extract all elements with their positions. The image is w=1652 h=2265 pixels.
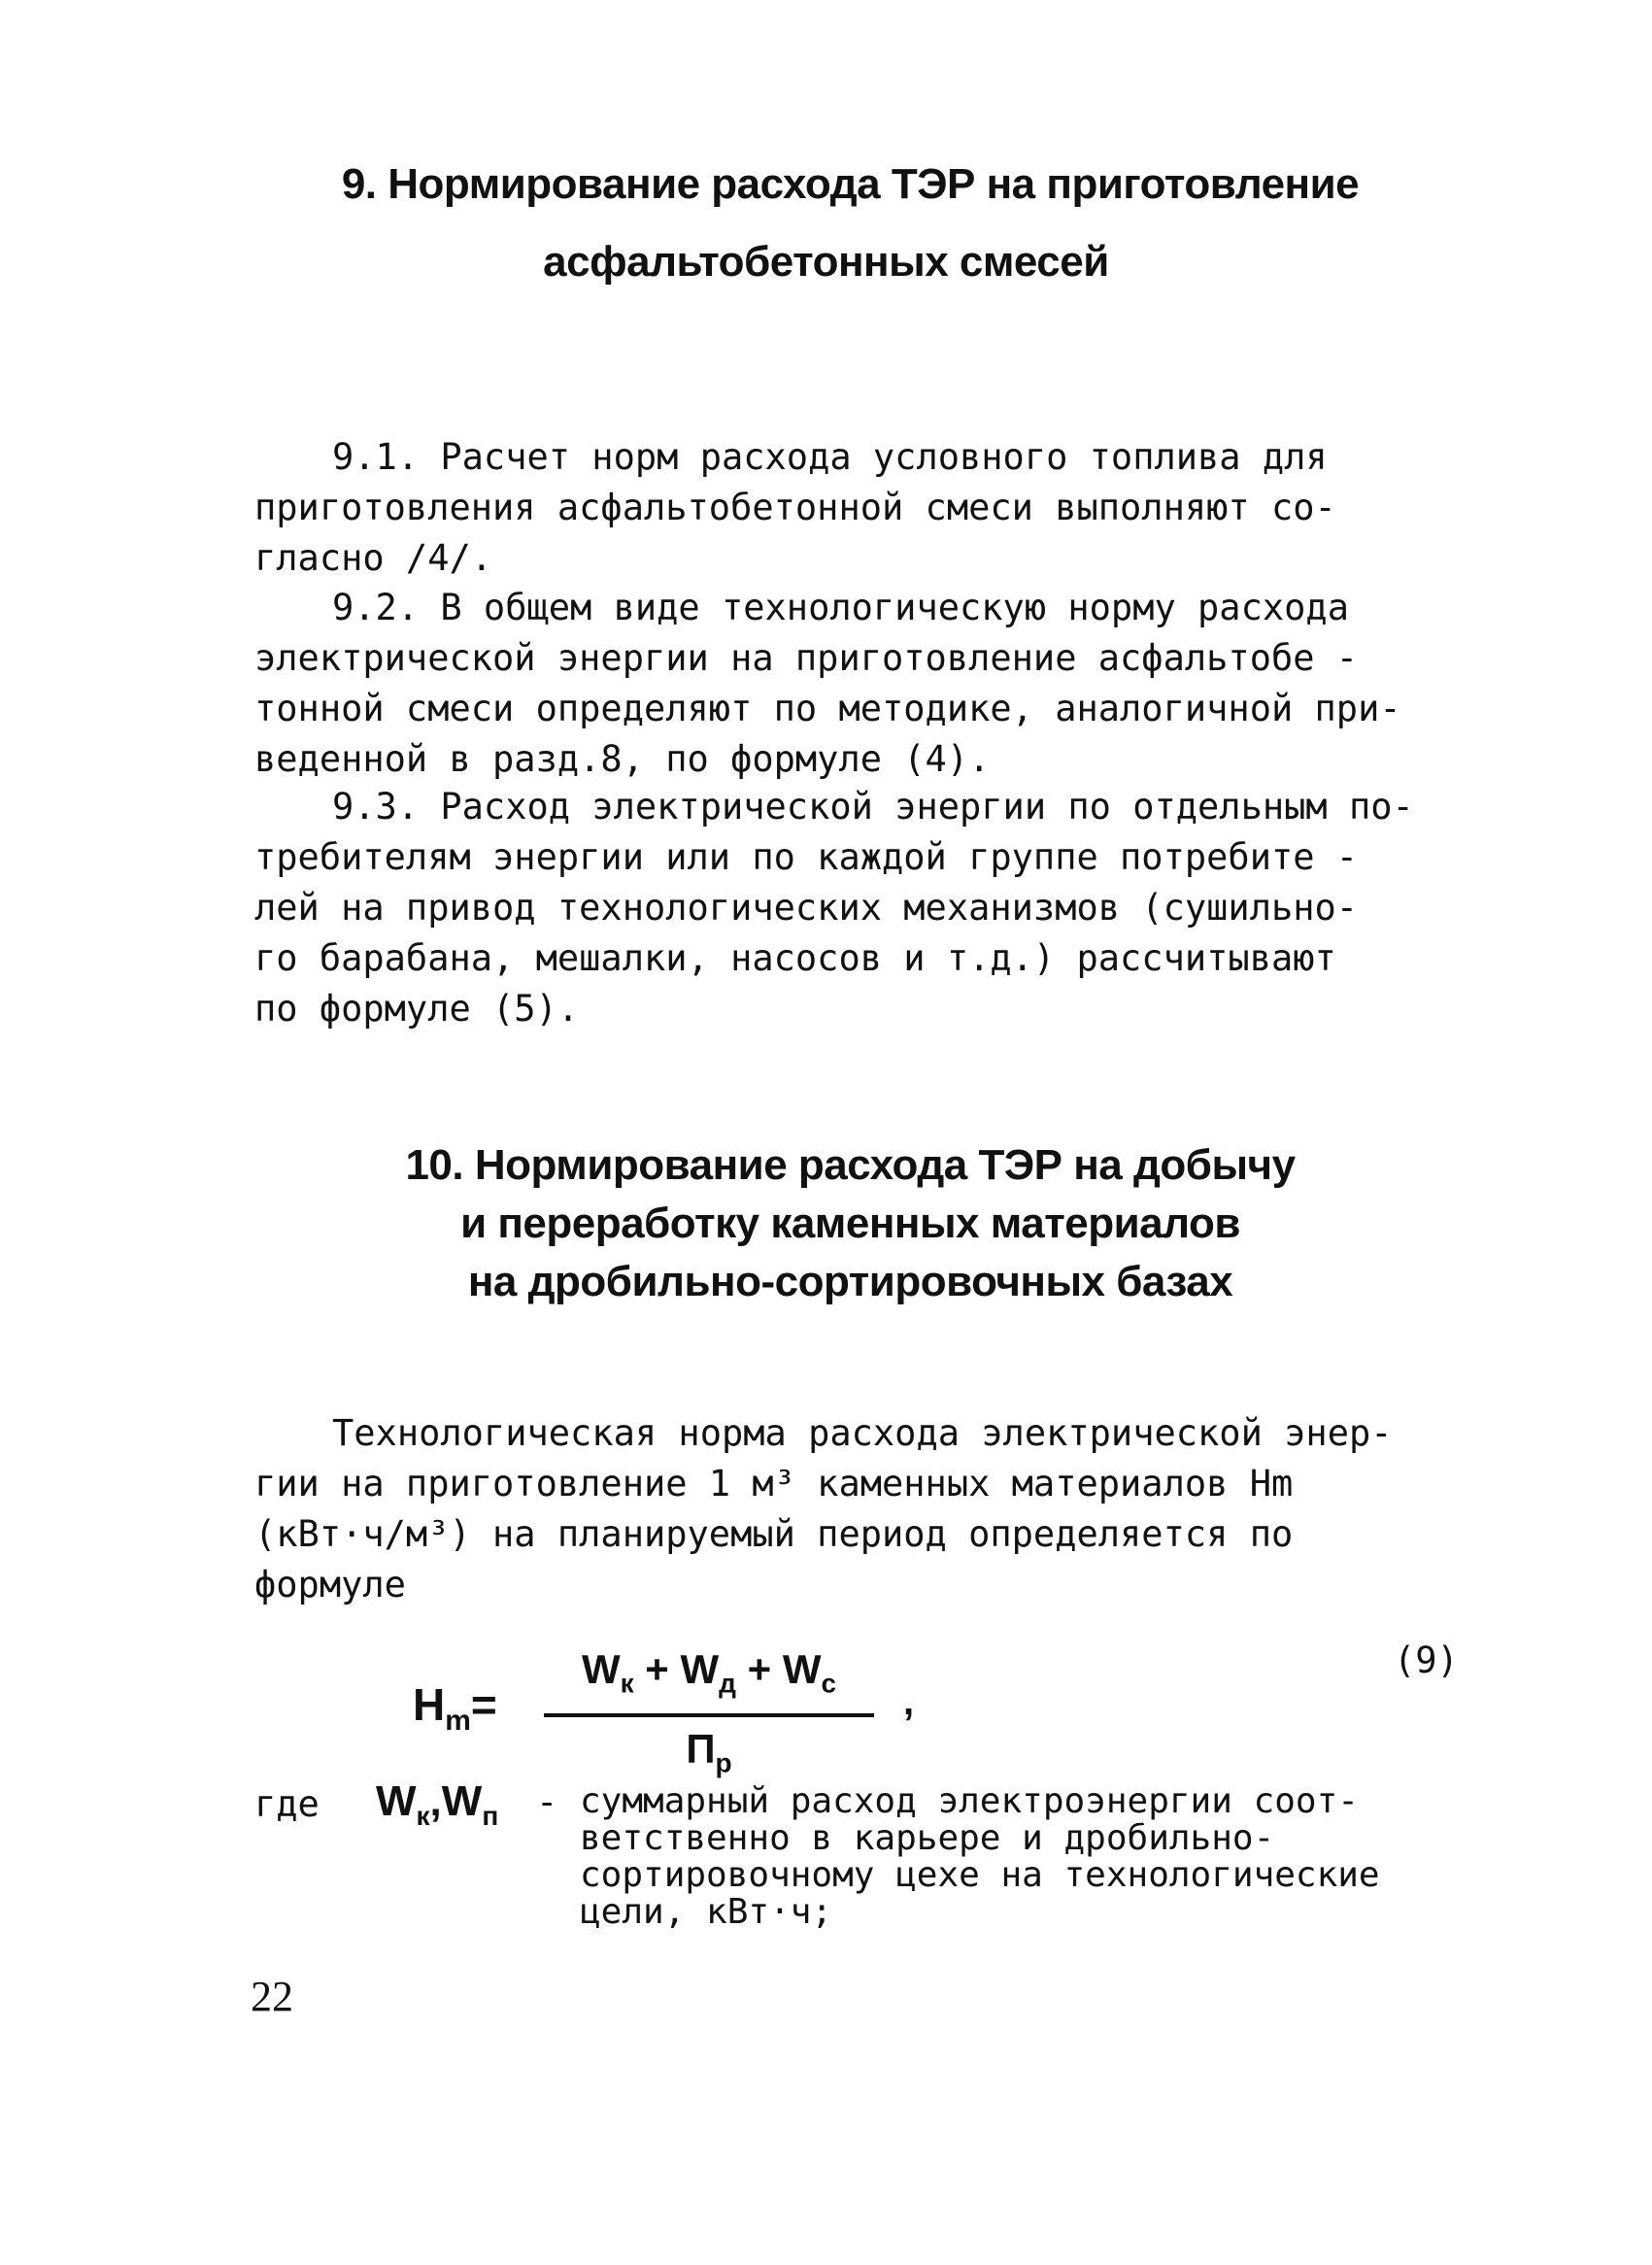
numerator-subscript: д bbox=[719, 1668, 736, 1699]
text-line: по формуле (5). bbox=[254, 988, 580, 1030]
numerator-subscript: c bbox=[821, 1668, 837, 1699]
legend-description bbox=[580, 1783, 1512, 1931]
legend-symbol: W bbox=[441, 1777, 483, 1825]
text-line: цели, кВт·ч; bbox=[580, 1892, 833, 1932]
text-line: суммарный расход электроэнергии соот- bbox=[580, 1781, 1359, 1821]
formula-9 bbox=[413, 1640, 1481, 1778]
numerator-symbol: W bbox=[782, 1646, 822, 1692]
text-line: 9.2. В общем виде технологическую норму расхода bbox=[332, 587, 1349, 628]
text-line: лей на привод технологических механизмов (сушильно- bbox=[254, 887, 1359, 929]
text-line: тонной смеси определяют по методике, аналогичной при- bbox=[254, 688, 1401, 729]
denominator-symbol: П bbox=[686, 1726, 716, 1773]
text-line: го барабана, мешалки, насосов и т.д.) рассчитывают bbox=[254, 937, 1336, 979]
paragraph-9-2 bbox=[254, 583, 1507, 785]
numerator-operator: + bbox=[633, 1646, 681, 1692]
text-line: ветственно в карьере и дробильно- bbox=[580, 1818, 1275, 1858]
section-10-heading bbox=[24, 1136, 1652, 1311]
text-line: гласно /4/. bbox=[254, 537, 493, 579]
numerator-operator: + bbox=[735, 1646, 783, 1692]
denominator-subscript: р bbox=[715, 1747, 732, 1778]
formula-numerator bbox=[544, 1641, 874, 1711]
text-line: гии на приготовление 1 м³ каменных материалов Hm bbox=[254, 1463, 1294, 1504]
paragraph-9-3 bbox=[254, 782, 1507, 1034]
formula-lhs-subscript: m bbox=[445, 1705, 471, 1738]
numerator-symbol: W bbox=[680, 1646, 720, 1692]
legend-subscript: к bbox=[416, 1800, 430, 1831]
numerator-subscript: к bbox=[620, 1668, 634, 1699]
heading-line: 10. Нормирование расхода ТЭР на добычу bbox=[405, 1141, 1296, 1189]
page-number: 22 bbox=[251, 1973, 293, 2020]
paragraph-intro bbox=[254, 1408, 1507, 1610]
legend-where: где bbox=[254, 1783, 320, 1825]
text-line: приготовления асфальтобетонной смеси выполняют со- bbox=[254, 487, 1336, 528]
text-line: 9.3. Расход электрической энергии по отдельным по- bbox=[332, 786, 1414, 828]
paragraph-9-1 bbox=[254, 432, 1507, 584]
legend-subscript: п bbox=[482, 1800, 499, 1831]
heading-line: и переработку каменных материалов bbox=[460, 1200, 1240, 1247]
formula-equals: = bbox=[470, 1679, 497, 1730]
section-9-heading bbox=[0, 155, 1652, 291]
text-line: 9.1. Расчет норм расхода условного топлива для bbox=[332, 436, 1328, 478]
formula-lhs bbox=[413, 1678, 497, 1738]
text-line: формуле bbox=[254, 1564, 406, 1606]
heading-line: асфальтобетонных смесей bbox=[543, 238, 1109, 286]
text-line: электрической энергии на приготовление асфальтобе - bbox=[254, 637, 1359, 679]
formula-number: (9) bbox=[1394, 1640, 1459, 1681]
text-line: (кВт·ч/м³) на планируемый период определяется по bbox=[254, 1513, 1294, 1555]
text-line: Технологическая норма расхода электрической энер- bbox=[332, 1412, 1393, 1454]
numerator-symbol: W bbox=[581, 1646, 621, 1692]
formula-fraction bbox=[544, 1641, 874, 1792]
legend-symbols bbox=[376, 1777, 498, 1832]
legend-dash: - bbox=[536, 1781, 558, 1823]
text-line: сортировочному цехе на технологические bbox=[580, 1855, 1380, 1895]
heading-line: на дробильно-сортировочных базах bbox=[467, 1258, 1233, 1305]
fraction-bar bbox=[544, 1713, 874, 1717]
formula-comma: , bbox=[903, 1680, 915, 1723]
heading-line: 9. Нормирование расхода ТЭР на приготовление bbox=[341, 160, 1360, 208]
formula-lhs-symbol: H bbox=[413, 1679, 446, 1730]
text-line: требителям энергии или по каждой группе потребите - bbox=[254, 836, 1359, 878]
legend-separator: , bbox=[429, 1777, 442, 1825]
text-line: веденной в разд.8, по формуле (4). bbox=[254, 738, 991, 780]
legend-symbol: W bbox=[376, 1777, 417, 1825]
